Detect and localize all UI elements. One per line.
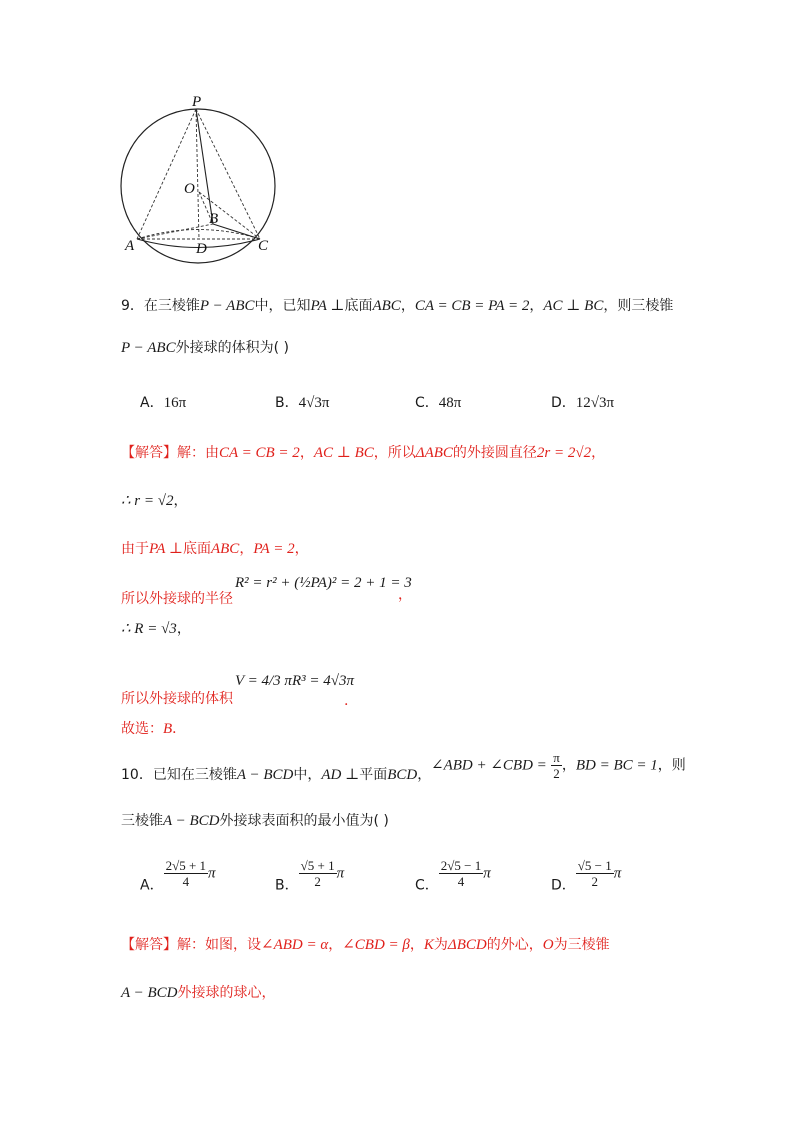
q10-choice-a[interactable]: A． $\frac{2√5 + 1}{4}$ π xyxy=(140,858,216,894)
label-p: P xyxy=(192,94,202,110)
q10-choice-b[interactable]: B． $\frac{√5 + 1}{2}$ π xyxy=(275,858,345,894)
sphere-figure xyxy=(110,92,290,270)
solution-tag: 【解答】 xyxy=(121,445,177,461)
edge-ab xyxy=(137,224,213,239)
q9-line1: 9．在三棱锥P − ABC中，已知PA ⊥底面ABC，CA = CB = PA = 2，AC ⊥ BC，则三棱锥 xyxy=(121,298,674,314)
label-o: O xyxy=(184,181,195,197)
q9-radius-formula: R² = r² + (½PA)² = 2 + 1 = 3 xyxy=(235,575,412,591)
q9-solution-pa: 由于PA ⊥底面ABC，PA = 2， xyxy=(121,541,309,557)
label-c: C xyxy=(258,238,269,254)
q10-angle-sum: ∠ABD + ∠CBD = $\frac{\pi}{2}$ ，BD = BC = 1，则 xyxy=(431,750,686,781)
q9-solution-R: ∴ R = √3， xyxy=(121,621,191,637)
edge-pa xyxy=(137,109,196,239)
q9-solution-line1: 【解答】解：由CA = CB = 2，AC ⊥ BC，所以ΔABC的外接圆直径2r = 2√2， xyxy=(121,445,606,461)
q10-number: 10． xyxy=(121,767,153,783)
q10-solution-line1: 【解答】解：如图，设∠ABD = α，∠CBD = β，K为ΔBCD的外心，O为三棱锥 xyxy=(121,937,610,953)
q10-line1: 10．已知在三棱锥A − BCD中，AD ⊥平面BCD， xyxy=(121,767,432,783)
q10-solution-line2: A − BCD外接球的球心， xyxy=(121,985,276,1001)
q10-choice-d[interactable]: D． $\frac{√5 - 1}{2}$ π xyxy=(551,858,622,894)
q10-choice-c[interactable]: C． $\frac{2√5 - 1}{4}$ π xyxy=(415,858,491,894)
pi-over-two: $\frac{\pi}{2}$ xyxy=(553,750,560,781)
edge-bc xyxy=(213,224,260,239)
q10-line2: 三棱锥A − BCD外接球表面积的最小值为( ) xyxy=(121,813,389,829)
label-d: D xyxy=(196,241,207,257)
q9-volume-text: 所以外接球的体积 xyxy=(121,691,233,707)
label-a: A xyxy=(125,238,135,254)
q9-choice-a[interactable]: A．16π xyxy=(140,395,187,411)
q9-choice-d[interactable]: D．12√3π xyxy=(551,395,615,411)
q9-answer: 故选：B． xyxy=(121,721,187,737)
answer-blank: ( ) xyxy=(373,813,389,829)
q9-radius-text: 所以外接球的半径 xyxy=(121,591,233,607)
q9-choice-c[interactable]: C．48π xyxy=(415,395,462,411)
label-b: B xyxy=(209,211,219,227)
q9-solution-r: ∴ r = √2， xyxy=(121,493,188,509)
q9-radius-comma: ， xyxy=(398,587,412,603)
q9-line2: P − ABC外接球的体积为( ) xyxy=(121,340,289,356)
answer-blank: ( ) xyxy=(273,340,289,356)
solution-tag: 【解答】 xyxy=(121,937,177,953)
q9-volume-formula: V = 4/3 πR³ = 4√3π xyxy=(235,673,354,689)
q9-number: 9． xyxy=(121,298,144,314)
q9-choice-b[interactable]: B．4√3π xyxy=(275,395,330,411)
q9-volume-dot: . xyxy=(344,693,349,709)
